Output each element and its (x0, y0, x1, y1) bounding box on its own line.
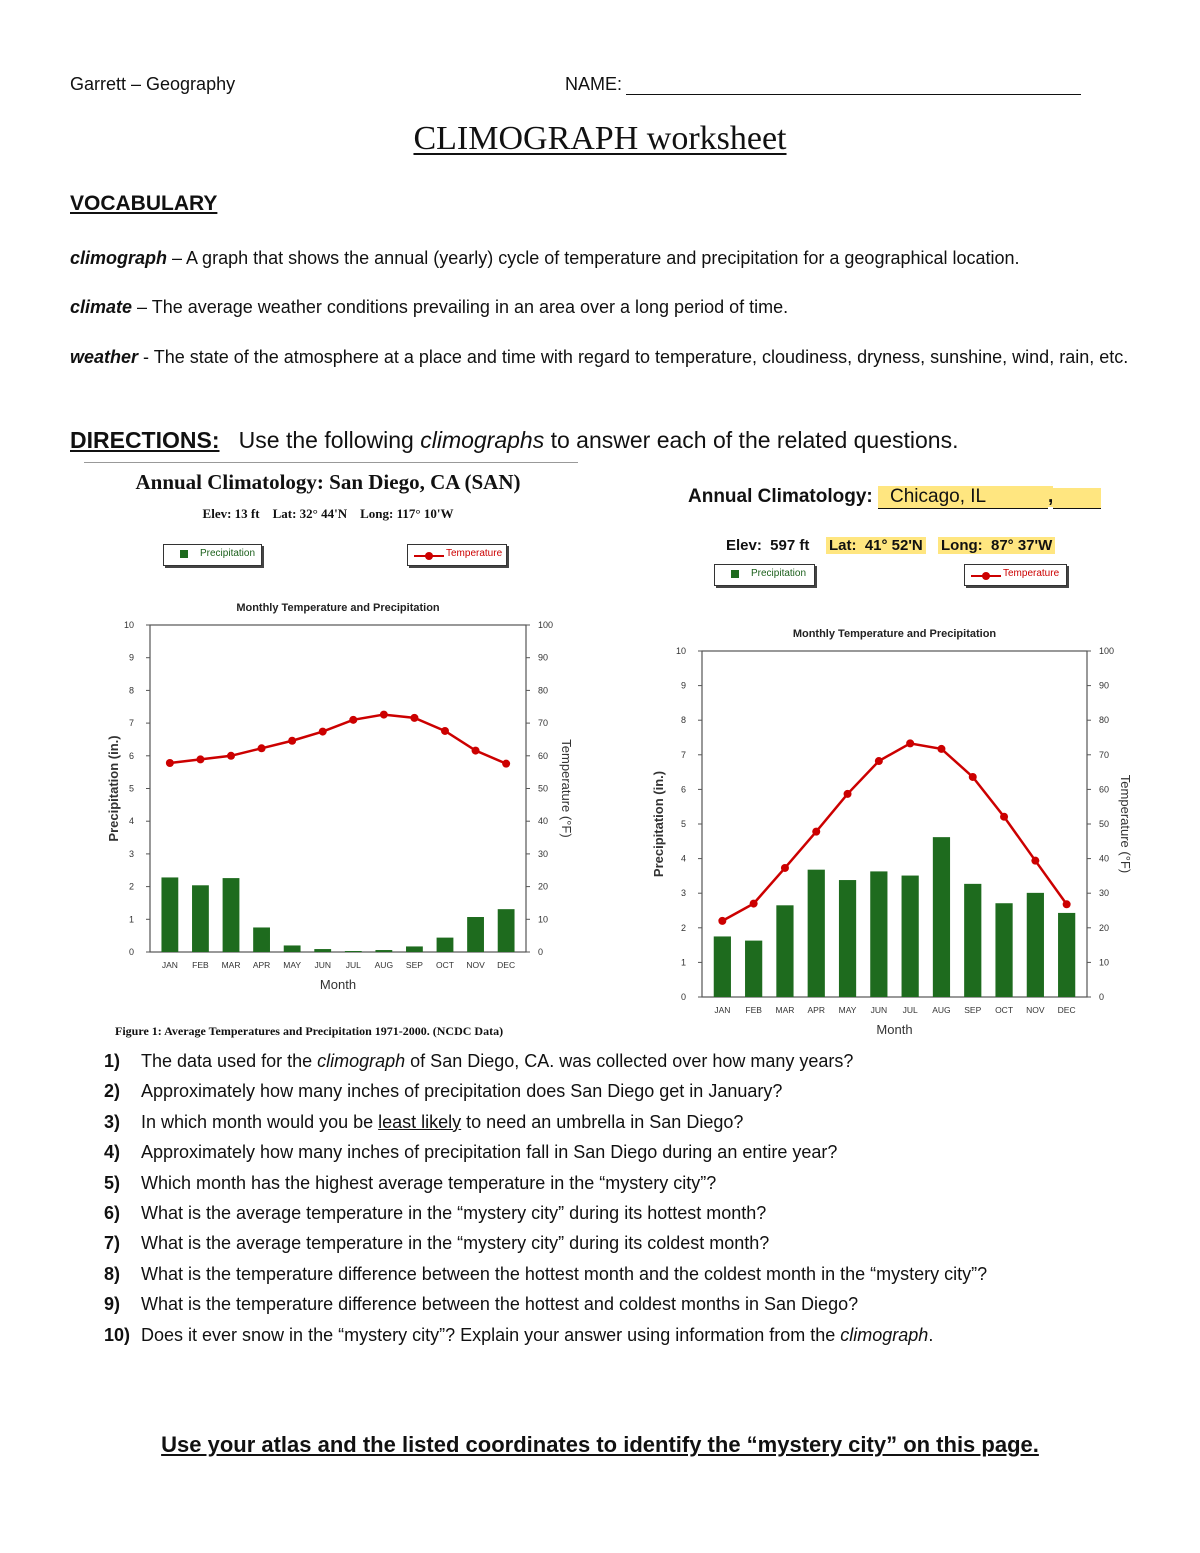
temperature-point (380, 711, 388, 719)
y-tick-label: 8 (680, 715, 686, 726)
y2-tick-label: 60 (538, 750, 549, 761)
precip-bar (437, 938, 454, 952)
y-tick-label: 9 (680, 680, 686, 691)
temperature-point (502, 760, 510, 768)
temperature-point (196, 755, 204, 763)
temperature-point (937, 745, 945, 753)
precip-bar (406, 946, 423, 952)
y-tick-label: 3 (128, 848, 134, 859)
temperature-point (718, 917, 726, 925)
page-title: CLIMOGRAPH worksheet (413, 120, 787, 157)
question-text: climograph (317, 1051, 406, 1071)
precip-bar (995, 903, 1012, 997)
chicago-title: Annual Climatology: Chicago, IL , (688, 486, 1101, 509)
y2-tick-label: 60 (1099, 784, 1110, 795)
x-tick-label: APR (252, 960, 271, 970)
x-axis-label: Month (319, 977, 357, 992)
temperature-point (844, 790, 852, 798)
question-number: 8) (104, 1263, 121, 1284)
legend-swatch-precip (731, 570, 739, 578)
y2-tick-label: 40 (1099, 853, 1110, 864)
temperature-line (722, 743, 1066, 920)
question-text: Does it ever snow in the “mystery city”? Explain your answer using information from the (141, 1324, 841, 1345)
question-text: What is the average temperature in the “mystery city” during its hottest month? (141, 1202, 767, 1223)
x-tick-label: FEB (745, 1005, 762, 1015)
definition-weather: weather - The state of the atmosphere at a place and time with regard to temperature, cloudiness, dryness, sunshine, wind, rain, etc. (70, 347, 1129, 367)
y2-tick-label: 70 (538, 718, 549, 729)
question-item (104, 1198, 1164, 1228)
x-tick-label: FEB (192, 960, 209, 970)
y2-tick-label: 100 (1099, 646, 1115, 656)
question-number: 5) (104, 1172, 121, 1193)
chicago-long: Long: 87° 37'W (938, 537, 1055, 554)
question-item (104, 1259, 1164, 1289)
state-answer-blank[interactable] (1053, 488, 1101, 509)
precip-bar (714, 936, 731, 997)
vocabulary-heading: VOCABULARY (70, 192, 218, 215)
y-tick-label: 0 (680, 992, 686, 1002)
x-tick-label: DEC (1057, 1005, 1076, 1015)
temperature-point (1000, 813, 1008, 821)
figure-caption: Figure 1: Average Temperatures and Precipitation 1971-2000. (NCDC Data) (115, 1024, 504, 1038)
question-item (104, 1168, 1164, 1198)
temperature-point (750, 900, 758, 908)
y2-axis-label: Temperature (°F) (1118, 774, 1133, 874)
temperature-point (875, 757, 883, 765)
temperature-point (441, 727, 449, 735)
chicago-legend-temp: Temperature (964, 564, 1067, 586)
y2-tick-label: 0 (538, 947, 544, 957)
y-tick-label: 4 (680, 853, 686, 864)
chart-title: Monthly Temperature and Precipitation (792, 628, 997, 640)
precip-bar (161, 877, 178, 952)
question-number: 9) (104, 1294, 121, 1315)
precip-bar (284, 945, 301, 952)
y2-tick-label: 50 (538, 783, 549, 794)
question-text: What is the temperature difference between the hottest and coldest months in San Diego? (141, 1294, 859, 1315)
legend-swatch-temp (982, 572, 990, 580)
question-text: least likely (378, 1111, 462, 1132)
y-tick-label: 1 (128, 914, 134, 925)
chart-title: Monthly Temperature and Precipitation (236, 602, 440, 614)
temperature-point (227, 752, 235, 760)
precip-bar (933, 837, 950, 997)
y-tick-label: 2 (128, 881, 134, 892)
y2-tick-label: 20 (538, 881, 549, 892)
y2-tick-label: 30 (1099, 888, 1110, 899)
x-tick-label: JAN (161, 960, 178, 970)
footer-instruction: Use your atlas and the listed coordinates to identify the “mystery city” on this page. (161, 1432, 1039, 1457)
name-blank-line[interactable] (626, 76, 1081, 95)
y2-tick-label: 10 (538, 914, 549, 925)
city-answer-blank[interactable]: Chicago, IL (878, 486, 1048, 509)
x-tick-label: AUG (374, 960, 394, 970)
x-tick-label: SEP (964, 1005, 982, 1015)
x-tick-label: JUN (314, 960, 331, 970)
directions-label: DIRECTIONS: (70, 427, 220, 453)
y2-tick-label: 90 (538, 652, 549, 663)
question-text: climograph (840, 1324, 929, 1345)
x-tick-label: JUN (870, 1005, 888, 1015)
x-tick-label: OCT (995, 1005, 1014, 1015)
question-text: What is the temperature difference between the hottest month and the coldest month in the “mystery city”? (141, 1263, 988, 1284)
question-list (104, 1046, 1164, 1350)
precip-bar (839, 880, 856, 997)
temperature-point (969, 773, 977, 781)
precip-bar (1027, 893, 1044, 997)
y2-tick-label: 70 (1099, 749, 1110, 760)
temperature-point (349, 716, 357, 724)
x-tick-label: NOV (466, 960, 485, 970)
y-tick-label: 1 (680, 957, 686, 968)
y-tick-label: 0 (128, 947, 134, 957)
y-tick-label: 7 (680, 749, 686, 760)
y2-axis-label: Temperature (°F) (559, 739, 574, 838)
question-item (104, 1320, 1164, 1350)
x-tick-label: MAY (838, 1005, 857, 1015)
precip-bar (345, 951, 362, 952)
definition-climograph: climograph – A graph that shows the annual (yearly) cycle of temperature and precipitation for a geographical location. (70, 248, 1020, 268)
question-text: In which month would you be (141, 1111, 379, 1132)
y2-tick-label: 10 (1099, 957, 1110, 968)
question-number: 4) (104, 1142, 121, 1163)
san-diego-legend-precip: Precipitation (163, 544, 262, 566)
question-text: to need an umbrella in San Diego? (461, 1111, 744, 1132)
y-tick-label: 6 (128, 750, 134, 761)
precip-bar (964, 884, 981, 997)
y-axis-label: Precipitation (in.) (106, 735, 121, 842)
y-axis-label: Precipitation (in.) (651, 770, 666, 878)
precip-bar (745, 941, 762, 997)
y-tick-label: 10 (675, 646, 686, 656)
chicago-elev: Elev: 597 ft (726, 537, 810, 554)
x-tick-label: OCT (436, 960, 454, 970)
x-tick-label: SEP (405, 960, 423, 970)
temperature-point (781, 864, 789, 872)
x-tick-label: APR (807, 1005, 825, 1015)
x-tick-label: NOV (1026, 1005, 1045, 1015)
chicago-lat: Lat: 41° 52'N (826, 537, 926, 554)
question-item (104, 1289, 1164, 1319)
temperature-point (906, 739, 914, 747)
temperature-point (472, 747, 480, 755)
question-text: . (928, 1324, 934, 1345)
precip-bar (902, 876, 919, 997)
san-diego-title: Annual Climatology: San Diego, CA (SAN) (135, 470, 521, 494)
question-number: 1) (104, 1051, 121, 1071)
question-number: 2) (104, 1081, 121, 1102)
question-item (104, 1228, 1164, 1258)
temperature-line (170, 715, 506, 764)
y2-tick-label: 30 (538, 848, 549, 859)
name-label: NAME: (565, 74, 623, 94)
x-tick-label: DEC (497, 960, 516, 970)
y2-tick-label: 90 (1099, 680, 1110, 691)
precip-bar (776, 905, 793, 997)
question-text: of San Diego, CA. was collected over how many years? (405, 1051, 854, 1071)
x-tick-label: JUL (902, 1005, 918, 1015)
definition-climate: climate – The average weather conditions prevailing in an area over a long period of time. (70, 297, 789, 317)
y-tick-label: 8 (128, 685, 134, 696)
precip-bar (192, 885, 209, 952)
y2-tick-label: 80 (538, 685, 549, 696)
y2-tick-label: 80 (1099, 715, 1110, 726)
y-tick-label: 2 (680, 922, 686, 933)
x-tick-label: JAN (714, 1005, 731, 1015)
directions: DIRECTIONS: Use the following climographs to answer each of the related questions. (70, 427, 959, 453)
y-tick-label: 3 (680, 888, 686, 899)
y2-tick-label: 40 (538, 816, 549, 827)
precip-bar (808, 870, 825, 997)
y-tick-label: 7 (128, 718, 134, 729)
y-tick-label: 5 (680, 819, 686, 829)
temperature-point (166, 759, 174, 767)
precip-bar (223, 878, 240, 952)
precip-bar (314, 949, 331, 952)
y-tick-label: 6 (680, 784, 686, 795)
san-diego-meta: Elev: 13 ft Lat: 32° 44'N Long: 117° 10'W (202, 506, 454, 521)
temperature-point (812, 828, 820, 836)
question-item (104, 1107, 1164, 1137)
question-number: 7) (104, 1233, 121, 1254)
san-diego-climograph (100, 592, 580, 994)
question-item (104, 1137, 1164, 1167)
question-item (104, 1046, 1164, 1076)
question-text: The data used for the (141, 1051, 318, 1071)
question-item (104, 1076, 1164, 1106)
y2-tick-label: 0 (1099, 992, 1105, 1002)
question-number: 3) (104, 1111, 121, 1132)
x-tick-label: MAR (221, 960, 241, 970)
x-tick-label: AUG (932, 1005, 951, 1015)
x-tick-label: MAY (283, 960, 302, 970)
chicago-climograph (645, 614, 1145, 1040)
temperature-point (1063, 900, 1071, 908)
legend-swatch-precip (180, 550, 188, 558)
precip-bar (467, 917, 484, 952)
question-text: What is the average temperature in the “mystery city” during its coldest month? (141, 1233, 770, 1254)
name-field[interactable] (565, 74, 1081, 95)
temperature-point (319, 728, 327, 736)
precip-bar (498, 909, 515, 952)
y2-tick-label: 100 (538, 620, 554, 630)
question-text: Which month has the highest average temperature in the “mystery city”? (141, 1172, 717, 1193)
y2-tick-label: 20 (1099, 922, 1110, 933)
temperature-point (410, 714, 418, 722)
y-tick-label: 9 (128, 652, 134, 663)
temperature-point (258, 744, 266, 752)
san-diego-legend-temp: Temperature (407, 544, 507, 566)
precip-bar (253, 927, 270, 952)
precip-bar (375, 950, 392, 952)
question-number: 10) (104, 1324, 131, 1345)
x-tick-label: MAR (775, 1005, 795, 1015)
question-text: Approximately how many inches of precipitation does San Diego get in January? (141, 1081, 783, 1102)
x-tick-label: JUL (345, 960, 361, 970)
chicago-legend-precip: Precipitation (714, 564, 815, 586)
precip-bar (870, 871, 887, 997)
divider (84, 462, 578, 463)
y-tick-label: 5 (128, 783, 134, 794)
y2-tick-label: 50 (1099, 819, 1110, 829)
y-tick-label: 10 (123, 620, 134, 630)
temperature-point (1031, 857, 1039, 865)
legend-swatch-temp (425, 552, 433, 560)
precip-bar (1058, 913, 1075, 997)
chicago-title-prefix: Annual Climatology: (688, 486, 873, 507)
question-text: Approximately how many inches of precipitation fall in San Diego during an entire year? (141, 1142, 838, 1163)
question-number: 6) (104, 1202, 121, 1223)
temperature-point (288, 737, 296, 745)
y-tick-label: 4 (128, 816, 134, 827)
course-label: Garrett – Geography (70, 74, 236, 94)
x-axis-label: Month (876, 1022, 913, 1037)
